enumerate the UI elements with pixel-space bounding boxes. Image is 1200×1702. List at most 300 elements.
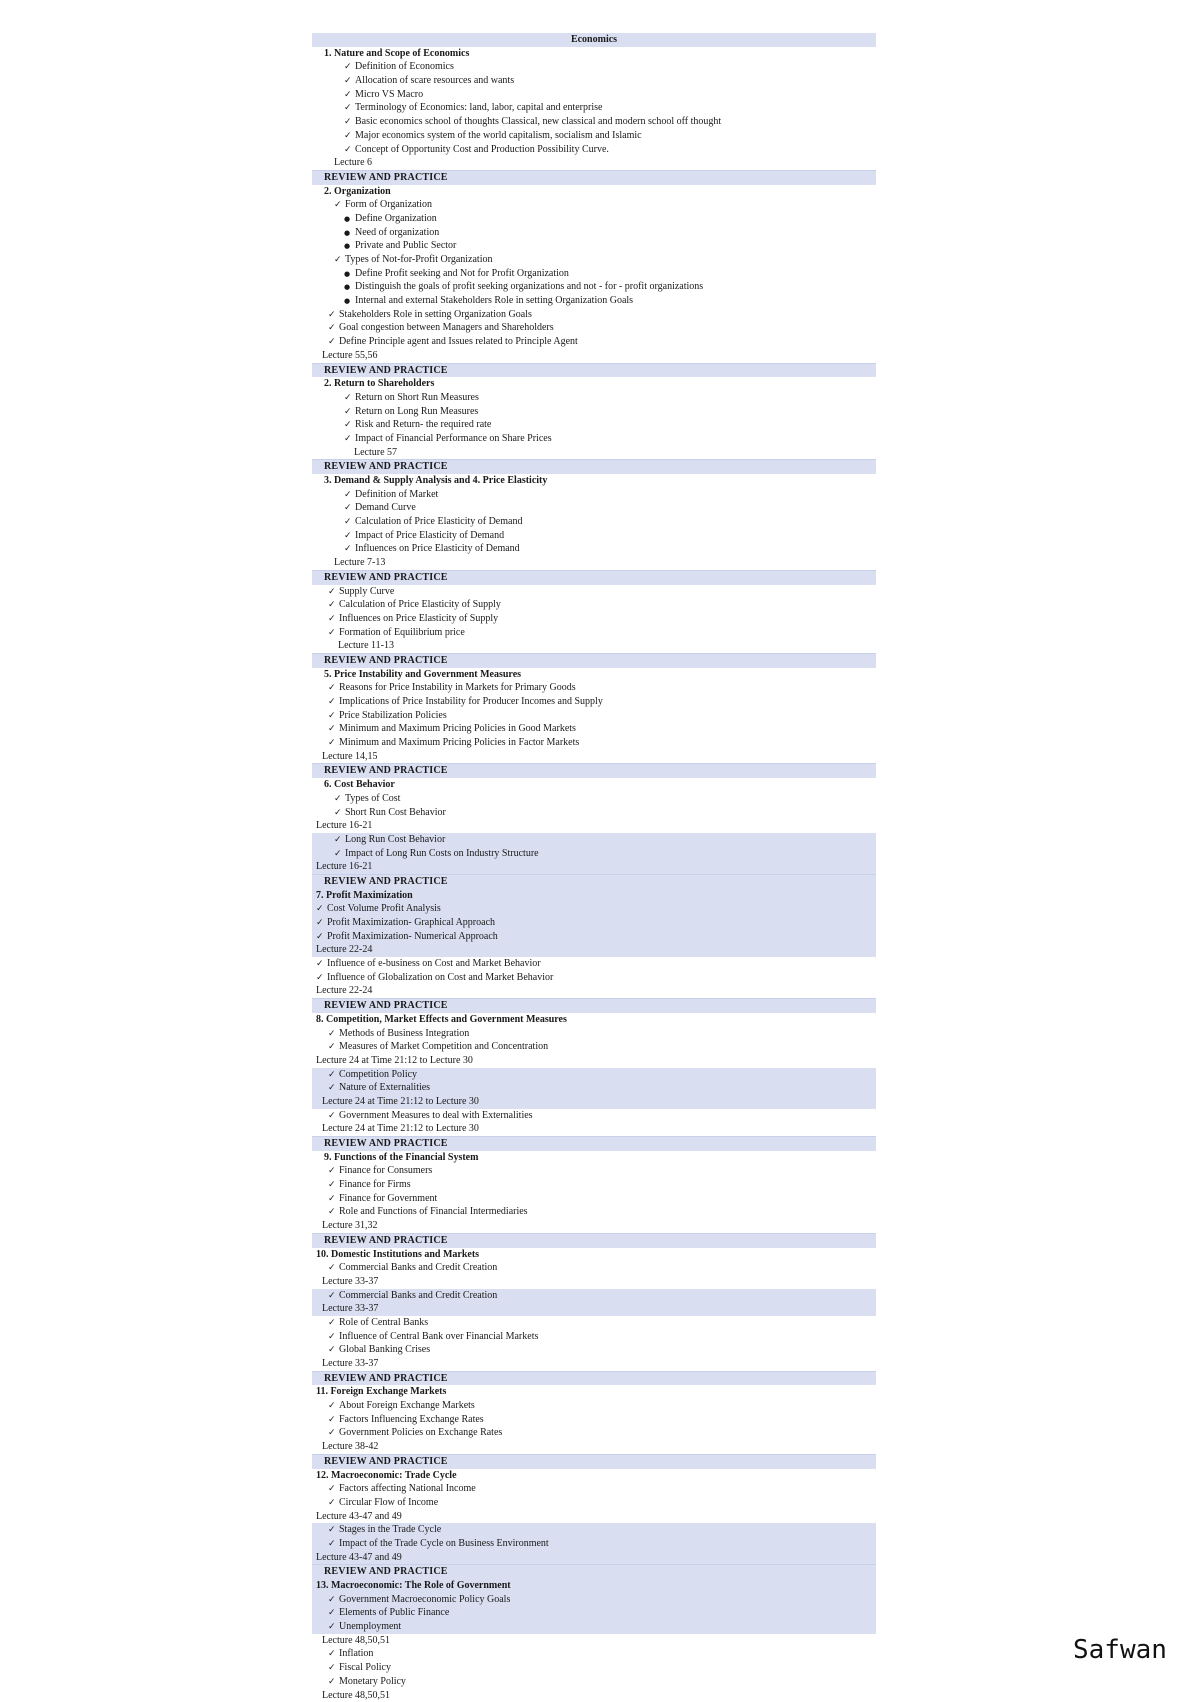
checkmark-icon: ✓ <box>344 89 355 102</box>
row-text: 2. Return to Shareholders <box>324 378 434 389</box>
lecture-reference <box>312 984 876 998</box>
checkmark-icon: ✓ <box>334 199 345 212</box>
topic-item <box>312 1192 876 1206</box>
lecture-reference <box>312 943 876 957</box>
row-text: Short Run Cost Behavior <box>345 807 446 818</box>
row-text: REVIEW AND PRACTICE <box>324 461 448 472</box>
row-text: REVIEW AND PRACTICE <box>324 365 448 376</box>
document-title: Economics <box>312 33 876 47</box>
row-text: Internal and external Stakeholders Role in setting Organization Goals <box>355 295 633 306</box>
section-heading <box>312 377 876 391</box>
row-text: Calculation of Price Elasticity of Supply <box>339 599 501 610</box>
row-text: Circular Flow of Income <box>339 1497 438 1508</box>
lecture-reference <box>312 1689 876 1702</box>
row-text: Lecture 22-24 <box>316 985 372 996</box>
row-text: Lecture 24 at Time 21:12 to Lecture 30 <box>322 1096 479 1107</box>
topic-item <box>312 1109 876 1123</box>
row-text: Lecture 11-13 <box>338 640 394 651</box>
row-text: 12. Macroeconomic: Trade Cycle <box>316 1470 457 1481</box>
row-text: Long Run Cost Behavior <box>345 834 445 845</box>
lecture-reference <box>312 1095 876 1109</box>
checkmark-icon: ✓ <box>344 433 355 446</box>
row-text: Profit Maximization- Graphical Approach <box>327 917 495 928</box>
lecture-reference <box>312 1440 876 1454</box>
row-text: Distinguish the goals of profit seeking organizations and not - for - profit organizations <box>355 281 703 292</box>
checkmark-icon: ✓ <box>328 1179 339 1192</box>
row-text: Types of Not-for-Profit Organization <box>345 254 493 265</box>
topic-item <box>312 529 876 543</box>
section-heading <box>312 889 876 903</box>
row-text: Lecture 24 at Time 21:12 to Lecture 30 <box>322 1123 479 1134</box>
checkmark-icon: ✓ <box>328 1607 339 1620</box>
row-text: REVIEW AND PRACTICE <box>324 572 448 583</box>
topic-item <box>312 405 876 419</box>
topic-item <box>312 1164 876 1178</box>
row-text: Definition of Economics <box>355 61 454 72</box>
row-text: Types of Cost <box>345 793 400 804</box>
row-text: Define Principle agent and Issues related to Principle Agent <box>339 336 578 347</box>
topic-item <box>312 916 876 930</box>
row-text: 9. Functions of the Financial System <box>324 1152 478 1163</box>
checkmark-icon: ✓ <box>328 682 339 695</box>
checkmark-icon: ✓ <box>328 1676 339 1689</box>
row-text: Lecture 48,50,51 <box>322 1635 390 1646</box>
review-practice-band <box>312 1564 876 1579</box>
review-practice-band <box>312 1371 876 1386</box>
row-text: Micro VS Macro <box>355 89 423 100</box>
topic-item <box>312 1675 876 1689</box>
checkmark-icon: ✓ <box>344 406 355 419</box>
topic-item <box>312 212 876 226</box>
checkmark-icon: ✓ <box>328 1110 339 1123</box>
bullet-icon: ● <box>344 268 355 281</box>
checkmark-icon: ✓ <box>344 102 355 115</box>
topic-item <box>312 1081 876 1095</box>
row-text: Cost Volume Profit Analysis <box>327 903 441 914</box>
checkmark-icon: ✓ <box>334 254 345 267</box>
row-text: Supply Curve <box>339 586 394 597</box>
topic-item <box>312 418 876 432</box>
row-text: Lecture 7-13 <box>334 557 385 568</box>
checkmark-icon: ✓ <box>328 322 339 335</box>
lecture-reference <box>312 1634 876 1648</box>
checkmark-icon: ✓ <box>328 1414 339 1427</box>
topic-item <box>312 1523 876 1537</box>
row-text: REVIEW AND PRACTICE <box>324 1373 448 1384</box>
section-heading <box>312 1248 876 1262</box>
row-text: 3. Demand & Supply Analysis and 4. Price Elasticity <box>324 475 547 486</box>
row-text: Lecture 24 at Time 21:12 to Lecture 30 <box>316 1055 473 1066</box>
topic-item <box>312 709 876 723</box>
topic-item <box>312 101 876 115</box>
topic-item <box>312 1330 876 1344</box>
review-practice-band <box>312 1136 876 1151</box>
row-text: Influences on Price Elasticity of Supply <box>339 613 498 624</box>
checkmark-icon: ✓ <box>328 1497 339 1510</box>
row-text: Impact of the Trade Cycle on Business Environment <box>339 1538 549 1549</box>
topic-item <box>312 1413 876 1427</box>
topic-item <box>312 1620 876 1634</box>
row-text: About Foreign Exchange Markets <box>339 1400 475 1411</box>
lecture-reference <box>312 819 876 833</box>
checkmark-icon: ✓ <box>328 1524 339 1537</box>
lecture-reference <box>312 1275 876 1289</box>
row-text: Impact of Financial Performance on Share Prices <box>355 433 552 444</box>
topic-item <box>312 1606 876 1620</box>
checkmark-icon: ✓ <box>344 502 355 515</box>
topic-item <box>312 1178 876 1192</box>
lecture-reference <box>312 349 876 363</box>
row-text: Influence of Globalization on Cost and Market Behavior <box>327 972 553 983</box>
row-text: Elements of Public Finance <box>339 1607 449 1618</box>
row-text: Finance for Government <box>339 1193 437 1204</box>
row-text: 6. Cost Behavior <box>324 779 395 790</box>
checkmark-icon: ✓ <box>328 1041 339 1054</box>
bullet-icon: ● <box>344 295 355 308</box>
topic-item <box>312 1647 876 1661</box>
bullet-icon: ● <box>344 227 355 240</box>
row-text: Unemployment <box>339 1621 401 1632</box>
row-text: Define Profit seeking and Not for Profit Organization <box>355 268 569 279</box>
row-text: Influences on Price Elasticity of Demand <box>355 543 520 554</box>
lecture-reference <box>312 156 876 170</box>
row-text: Methods of Business Integration <box>339 1028 469 1039</box>
checkmark-icon: ✓ <box>328 1206 339 1219</box>
checkmark-icon: ✓ <box>316 903 327 916</box>
bullet-icon: ● <box>344 240 355 253</box>
row-text: Lecture 22-24 <box>316 944 372 955</box>
section-heading <box>312 474 876 488</box>
row-text: Reasons for Price Instability in Markets for Primary Goods <box>339 682 576 693</box>
review-practice-band <box>312 459 876 474</box>
review-practice-band <box>312 1233 876 1248</box>
row-text: Role and Functions of Financial Intermediaries <box>339 1206 528 1217</box>
review-practice-band <box>312 1454 876 1469</box>
row-text: Demand Curve <box>355 502 416 513</box>
topic-item <box>312 1593 876 1607</box>
checkmark-icon: ✓ <box>316 972 327 985</box>
checkmark-icon: ✓ <box>344 61 355 74</box>
topic-item <box>312 1316 876 1330</box>
row-text: REVIEW AND PRACTICE <box>324 1235 448 1246</box>
row-text: Define Organization <box>355 213 437 224</box>
checkmark-icon: ✓ <box>344 543 355 556</box>
lecture-reference <box>312 1510 876 1524</box>
topic-item <box>312 501 876 515</box>
checkmark-icon: ✓ <box>328 309 339 322</box>
topic-item <box>312 722 876 736</box>
section-heading <box>312 1469 876 1483</box>
row-text: Lecture 48,50,51 <box>322 1690 390 1701</box>
row-text: Impact of Long Run Costs on Industry Structure <box>345 848 539 859</box>
topic-item <box>312 308 876 322</box>
row-text: Impact of Price Elasticity of Demand <box>355 530 504 541</box>
row-text: Commercial Banks and Credit Creation <box>339 1290 497 1301</box>
bullet-icon: ● <box>344 213 355 226</box>
row-text: Lecture 16-21 <box>316 861 372 872</box>
checkmark-icon: ✓ <box>328 627 339 640</box>
topic-item <box>312 488 876 502</box>
section-heading <box>312 778 876 792</box>
row-text: Lecture 6 <box>334 157 372 168</box>
checkmark-icon: ✓ <box>328 723 339 736</box>
row-text: REVIEW AND PRACTICE <box>324 1456 448 1467</box>
row-text: Lecture 43-47 and 49 <box>316 1552 402 1563</box>
topic-item <box>312 515 876 529</box>
row-text: Lecture 57 <box>354 447 397 458</box>
checkmark-icon: ✓ <box>334 793 345 806</box>
row-text: Lecture 38-42 <box>322 1441 378 1452</box>
checkmark-icon: ✓ <box>344 144 355 157</box>
topic-item <box>312 198 876 212</box>
section-heading <box>312 47 876 61</box>
row-text: Return on Short Run Measures <box>355 392 479 403</box>
row-text: Influence of e-business on Cost and Market Behavior <box>327 958 541 969</box>
checkmark-icon: ✓ <box>328 1069 339 1082</box>
topic-item <box>312 612 876 626</box>
checkmark-icon: ✓ <box>328 1262 339 1275</box>
checkmark-icon: ✓ <box>334 848 345 861</box>
topic-item <box>312 1482 876 1496</box>
checkmark-icon: ✓ <box>328 696 339 709</box>
lecture-reference <box>312 1219 876 1233</box>
row-text: Lecture 14,15 <box>322 751 378 762</box>
topic-item <box>312 930 876 944</box>
row-text: Calculation of Price Elasticity of Demand <box>355 516 522 527</box>
row-text: Commercial Banks and Credit Creation <box>339 1262 497 1273</box>
row-text: Implications of Price Instability for Producer Incomes and Supply <box>339 696 603 707</box>
checkmark-icon: ✓ <box>328 613 339 626</box>
row-text: Influence of Central Bank over Financial Markets <box>339 1331 538 1342</box>
review-practice-band <box>312 363 876 378</box>
row-text: REVIEW AND PRACTICE <box>324 1138 448 1149</box>
topic-item <box>312 74 876 88</box>
section-heading <box>312 185 876 199</box>
topic-item <box>312 1426 876 1440</box>
checkmark-icon: ✓ <box>334 834 345 847</box>
row-text: Stages in the Trade Cycle <box>339 1524 441 1535</box>
topic-item <box>312 1399 876 1413</box>
topic-item <box>312 432 876 446</box>
checkmark-icon: ✓ <box>328 1662 339 1675</box>
row-text: Profit Maximization- Numerical Approach <box>327 931 498 942</box>
row-text: Goal congestion between Managers and Shareholders <box>339 322 554 333</box>
checkmark-icon: ✓ <box>328 1317 339 1330</box>
topic-item <box>312 280 876 294</box>
topic-item <box>312 129 876 143</box>
lecture-reference <box>312 750 876 764</box>
topic-item <box>312 1068 876 1082</box>
syllabus-rows <box>312 47 876 1702</box>
row-text: Finance for Firms <box>339 1179 411 1190</box>
topic-item <box>312 1343 876 1357</box>
row-text: REVIEW AND PRACTICE <box>324 876 448 887</box>
checkmark-icon: ✓ <box>328 1538 339 1551</box>
checkmark-icon: ✓ <box>328 1331 339 1344</box>
topic-item <box>312 847 876 861</box>
row-text: Formation of Equilibrium price <box>339 627 465 638</box>
topic-item <box>312 542 876 556</box>
section-heading <box>312 668 876 682</box>
lecture-reference <box>312 1551 876 1565</box>
checkmark-icon: ✓ <box>316 917 327 930</box>
checkmark-icon: ✓ <box>328 1344 339 1357</box>
topic-item <box>312 294 876 308</box>
row-text: Stakeholders Role in setting Organization Goals <box>339 309 532 320</box>
row-text: 11. Foreign Exchange Markets <box>316 1386 446 1397</box>
row-text: Lecture 33-37 <box>322 1303 378 1314</box>
row-text: Monetary Policy <box>339 1676 406 1687</box>
row-text: Lecture 31,32 <box>322 1220 378 1231</box>
checkmark-icon: ✓ <box>328 1290 339 1303</box>
row-text: Price Stabilization Policies <box>339 710 447 721</box>
lecture-reference <box>312 446 876 460</box>
topic-item <box>312 833 876 847</box>
checkmark-icon: ✓ <box>344 530 355 543</box>
checkmark-icon: ✓ <box>328 710 339 723</box>
topic-item <box>312 1027 876 1041</box>
topic-item <box>312 902 876 916</box>
row-text: 7. Profit Maximization <box>316 890 413 901</box>
topic-item <box>312 792 876 806</box>
topic-item <box>312 60 876 74</box>
lecture-reference <box>312 556 876 570</box>
checkmark-icon: ✓ <box>328 1400 339 1413</box>
topic-item <box>312 957 876 971</box>
row-text: Global Banking Crises <box>339 1344 430 1355</box>
lecture-reference <box>312 860 876 874</box>
topic-item <box>312 1537 876 1551</box>
topic-item <box>312 321 876 335</box>
topic-item <box>312 681 876 695</box>
row-text: 1. Nature and Scope of Economics <box>324 48 469 59</box>
checkmark-icon: ✓ <box>316 958 327 971</box>
section-heading <box>312 1151 876 1165</box>
topic-item <box>312 115 876 129</box>
section-heading <box>312 1013 876 1027</box>
checkmark-icon: ✓ <box>344 75 355 88</box>
topic-item <box>312 971 876 985</box>
lecture-reference <box>312 1122 876 1136</box>
section-heading <box>312 1385 876 1399</box>
row-text: Lecture 55,56 <box>322 350 378 361</box>
row-text: Lecture 43-47 and 49 <box>316 1511 402 1522</box>
row-text: 10. Domestic Institutions and Markets <box>316 1249 479 1260</box>
row-text: Government Macroeconomic Policy Goals <box>339 1594 510 1605</box>
topic-item <box>312 736 876 750</box>
checkmark-icon: ✓ <box>328 1028 339 1041</box>
row-text: Lecture 33-37 <box>322 1358 378 1369</box>
topic-item <box>312 1661 876 1675</box>
checkmark-icon: ✓ <box>328 1082 339 1095</box>
row-text: REVIEW AND PRACTICE <box>324 1566 448 1577</box>
review-practice-band <box>312 170 876 185</box>
syllabus-document <box>312 33 876 1702</box>
row-text: Factors Influencing Exchange Rates <box>339 1414 484 1425</box>
row-text: Government Policies on Exchange Rates <box>339 1427 502 1438</box>
row-text: Return on Long Run Measures <box>355 406 478 417</box>
checkmark-icon: ✓ <box>328 599 339 612</box>
lecture-reference <box>312 1302 876 1316</box>
row-text: Finance for Consumers <box>339 1165 432 1176</box>
topic-item <box>312 1289 876 1303</box>
topic-item <box>312 598 876 612</box>
row-text: Role of Central Banks <box>339 1317 428 1328</box>
review-practice-band <box>312 570 876 585</box>
row-text: Factors affecting National Income <box>339 1483 476 1494</box>
topic-item <box>312 626 876 640</box>
lecture-reference <box>312 1054 876 1068</box>
row-text: REVIEW AND PRACTICE <box>324 1000 448 1011</box>
row-text: Allocation of scare resources and wants <box>355 75 514 86</box>
row-text: Government Measures to deal with Externalities <box>339 1110 533 1121</box>
row-text: Form of Organization <box>345 199 432 210</box>
checkmark-icon: ✓ <box>328 1621 339 1634</box>
section-heading <box>312 1579 876 1593</box>
row-text: Fiscal Policy <box>339 1662 391 1673</box>
row-text: Major economics system of the world capitalism, socialism and Islamic <box>355 130 642 141</box>
row-text: 5. Price Instability and Government Measures <box>324 669 521 680</box>
topic-item <box>312 695 876 709</box>
topic-item <box>312 806 876 820</box>
topic-item <box>312 1205 876 1219</box>
signature-text: Safwan <box>1073 1635 1167 1665</box>
row-text: Nature of Externalities <box>339 1082 430 1093</box>
lecture-reference <box>312 639 876 653</box>
checkmark-icon: ✓ <box>328 1165 339 1178</box>
topic-item <box>312 335 876 349</box>
row-text: Concept of Opportunity Cost and Production Possibility Curve. <box>355 144 609 155</box>
checkmark-icon: ✓ <box>328 1427 339 1440</box>
checkmark-icon: ✓ <box>344 116 355 129</box>
row-text: Risk and Return- the required rate <box>355 419 491 430</box>
row-text: Minimum and Maximum Pricing Policies in Good Markets <box>339 723 576 734</box>
topic-item <box>312 239 876 253</box>
topic-item <box>312 585 876 599</box>
row-text: REVIEW AND PRACTICE <box>324 172 448 183</box>
checkmark-icon: ✓ <box>328 1648 339 1661</box>
checkmark-icon: ✓ <box>328 336 339 349</box>
review-practice-band <box>312 763 876 778</box>
checkmark-icon: ✓ <box>344 489 355 502</box>
topic-item <box>312 143 876 157</box>
row-text: 13. Macroeconomic: The Role of Government <box>316 1580 511 1591</box>
topic-item <box>312 267 876 281</box>
review-practice-band <box>312 874 876 889</box>
topic-item <box>312 226 876 240</box>
topic-item <box>312 88 876 102</box>
lecture-reference <box>312 1357 876 1371</box>
row-text: REVIEW AND PRACTICE <box>324 765 448 776</box>
review-practice-band <box>312 653 876 668</box>
row-text: Minimum and Maximum Pricing Policies in Factor Markets <box>339 737 579 748</box>
topic-item <box>312 253 876 267</box>
row-text: Basic economics school of thoughts Classical, new classical and modern school off thought <box>355 116 721 127</box>
row-text: Measures of Market Competition and Concentration <box>339 1041 548 1052</box>
row-text: Need of organization <box>355 227 439 238</box>
checkmark-icon: ✓ <box>344 392 355 405</box>
checkmark-icon: ✓ <box>328 1483 339 1496</box>
topic-item <box>312 1040 876 1054</box>
checkmark-icon: ✓ <box>344 419 355 432</box>
checkmark-icon: ✓ <box>328 737 339 750</box>
row-text: Private and Public Sector <box>355 240 456 251</box>
row-text: REVIEW AND PRACTICE <box>324 655 448 666</box>
row-text: Definition of Market <box>355 489 438 500</box>
row-text: Inflation <box>339 1648 373 1659</box>
review-practice-band <box>312 998 876 1013</box>
checkmark-icon: ✓ <box>344 516 355 529</box>
